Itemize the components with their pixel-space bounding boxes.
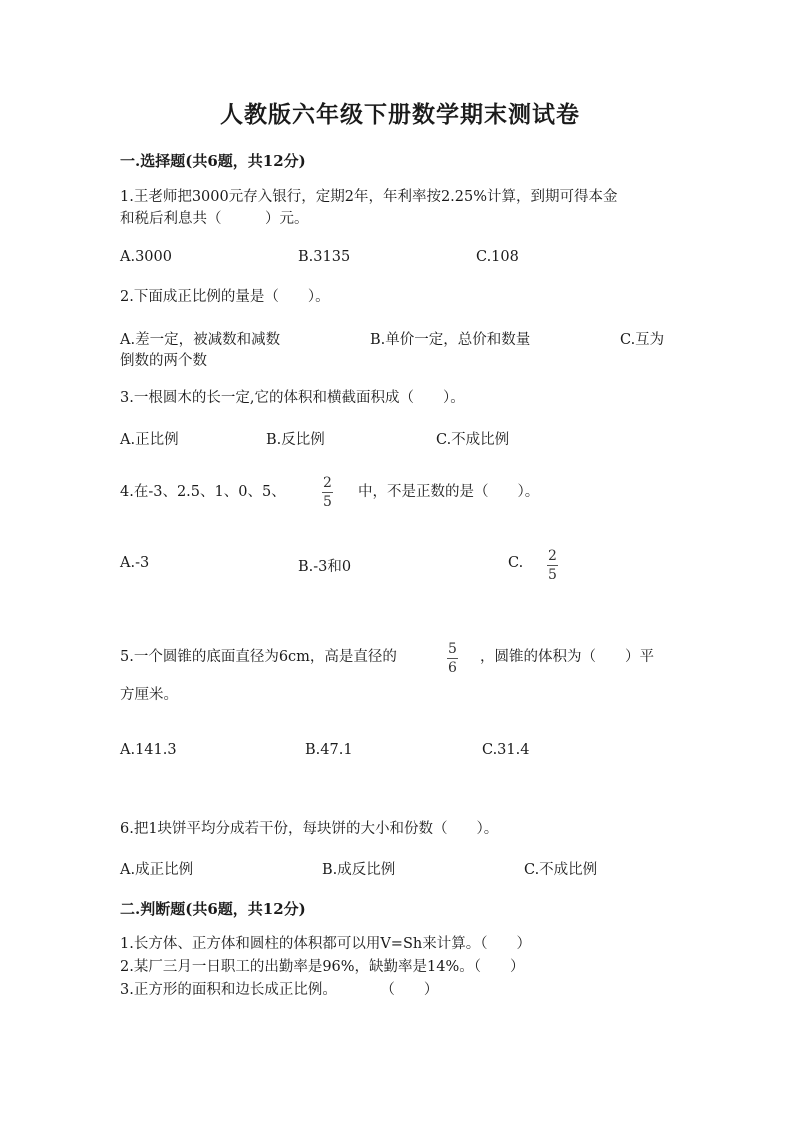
judgement-item-1: 1.长方体、正方体和圆柱的体积都可以用V=Sh来计算。（ ） bbox=[120, 936, 531, 952]
question-5-option-a[interactable]: A.141.3 bbox=[120, 742, 177, 758]
fraction-denominator: 6 bbox=[448, 660, 457, 676]
fraction-bar bbox=[447, 658, 458, 659]
question-2-option-c-wrap: 倒数的两个数 bbox=[120, 353, 207, 369]
question-5-text-before: 5.一个圆锥的底面直径为6cm，高是直径的 bbox=[120, 649, 397, 665]
section-heading-choice: 一.选择题(共6题，共12分) bbox=[120, 152, 306, 170]
judgement-item-2: 2.某厂三月一日职工的出勤率是96%，缺勤率是14%。（ ） bbox=[120, 959, 525, 975]
fraction-denominator: 5 bbox=[323, 494, 332, 510]
question-1-option-a[interactable]: A.3000 bbox=[120, 249, 172, 265]
question-3-option-a[interactable]: A.正比例 bbox=[120, 432, 179, 448]
question-2-option-c[interactable]: C.互为 bbox=[620, 332, 665, 348]
question-5-option-b[interactable]: B.47.1 bbox=[305, 742, 353, 758]
question-2-option-a[interactable]: A.差一定，被减数和减数 bbox=[120, 332, 281, 348]
question-5-option-c[interactable]: C.31.4 bbox=[482, 742, 530, 758]
question-3-text: 3.一根圆木的长一定,它的体积和横截面积成（ ）。 bbox=[120, 390, 465, 406]
section-heading-judgement: 二.判断题(共6题，共12分) bbox=[120, 900, 306, 918]
page-title: 人教版六年级下册数学期末测试卷 bbox=[220, 101, 580, 128]
question-4-option-c-fraction bbox=[547, 548, 558, 583]
question-4-option-a[interactable]: A.-3 bbox=[120, 555, 150, 571]
question-6-option-a[interactable]: A.成正比例 bbox=[120, 862, 194, 878]
question-5-text-after: ，圆锥的体积为（ ）平 bbox=[480, 649, 654, 665]
judgement-item-3: 3.正方形的面积和边长成正比例。 （ ） bbox=[120, 982, 439, 998]
question-2-option-b[interactable]: B.单价一定，总价和数量 bbox=[370, 332, 531, 348]
question-6-option-c[interactable]: C.不成比例 bbox=[524, 862, 598, 878]
question-5-fraction bbox=[447, 641, 458, 676]
fraction-numerator: 2 bbox=[548, 548, 557, 564]
question-1-line-2: 和税后利息共（ ）元。 bbox=[120, 211, 309, 227]
question-3-option-c[interactable]: C.不成比例 bbox=[436, 432, 510, 448]
fraction-numerator: 2 bbox=[323, 475, 332, 491]
question-1-option-b[interactable]: B.3135 bbox=[298, 249, 351, 265]
question-6-option-b[interactable]: B.成反比例 bbox=[322, 862, 396, 878]
question-1-option-c[interactable]: C.108 bbox=[476, 249, 519, 265]
fraction-bar bbox=[547, 565, 558, 566]
question-2-text: 2.下面成正比例的量是（ ）。 bbox=[120, 289, 330, 305]
question-6-text: 6.把1块饼平均分成若干份，每块饼的大小和份数（ ）。 bbox=[120, 821, 499, 837]
question-4-option-c[interactable]: C. bbox=[508, 555, 524, 571]
question-4-text-after: 中，不是正数的是（ ）。 bbox=[358, 484, 540, 500]
fraction-bar bbox=[322, 492, 333, 493]
question-4-text-before: 4.在-3、2.5、1、0、5、 bbox=[120, 484, 286, 500]
question-1-line-1: 1.王老师把3000元存入银行，定期2年，年利率按2.25%计算，到期可得本金 bbox=[120, 189, 618, 205]
question-3-option-b[interactable]: B.反比例 bbox=[266, 432, 325, 448]
question-4-option-b[interactable]: B.-3和0 bbox=[298, 559, 352, 575]
fraction-numerator: 5 bbox=[448, 641, 457, 657]
question-4-fraction bbox=[322, 475, 333, 510]
question-5-line-2: 方厘米。 bbox=[120, 687, 178, 703]
fraction-denominator: 5 bbox=[548, 567, 557, 583]
